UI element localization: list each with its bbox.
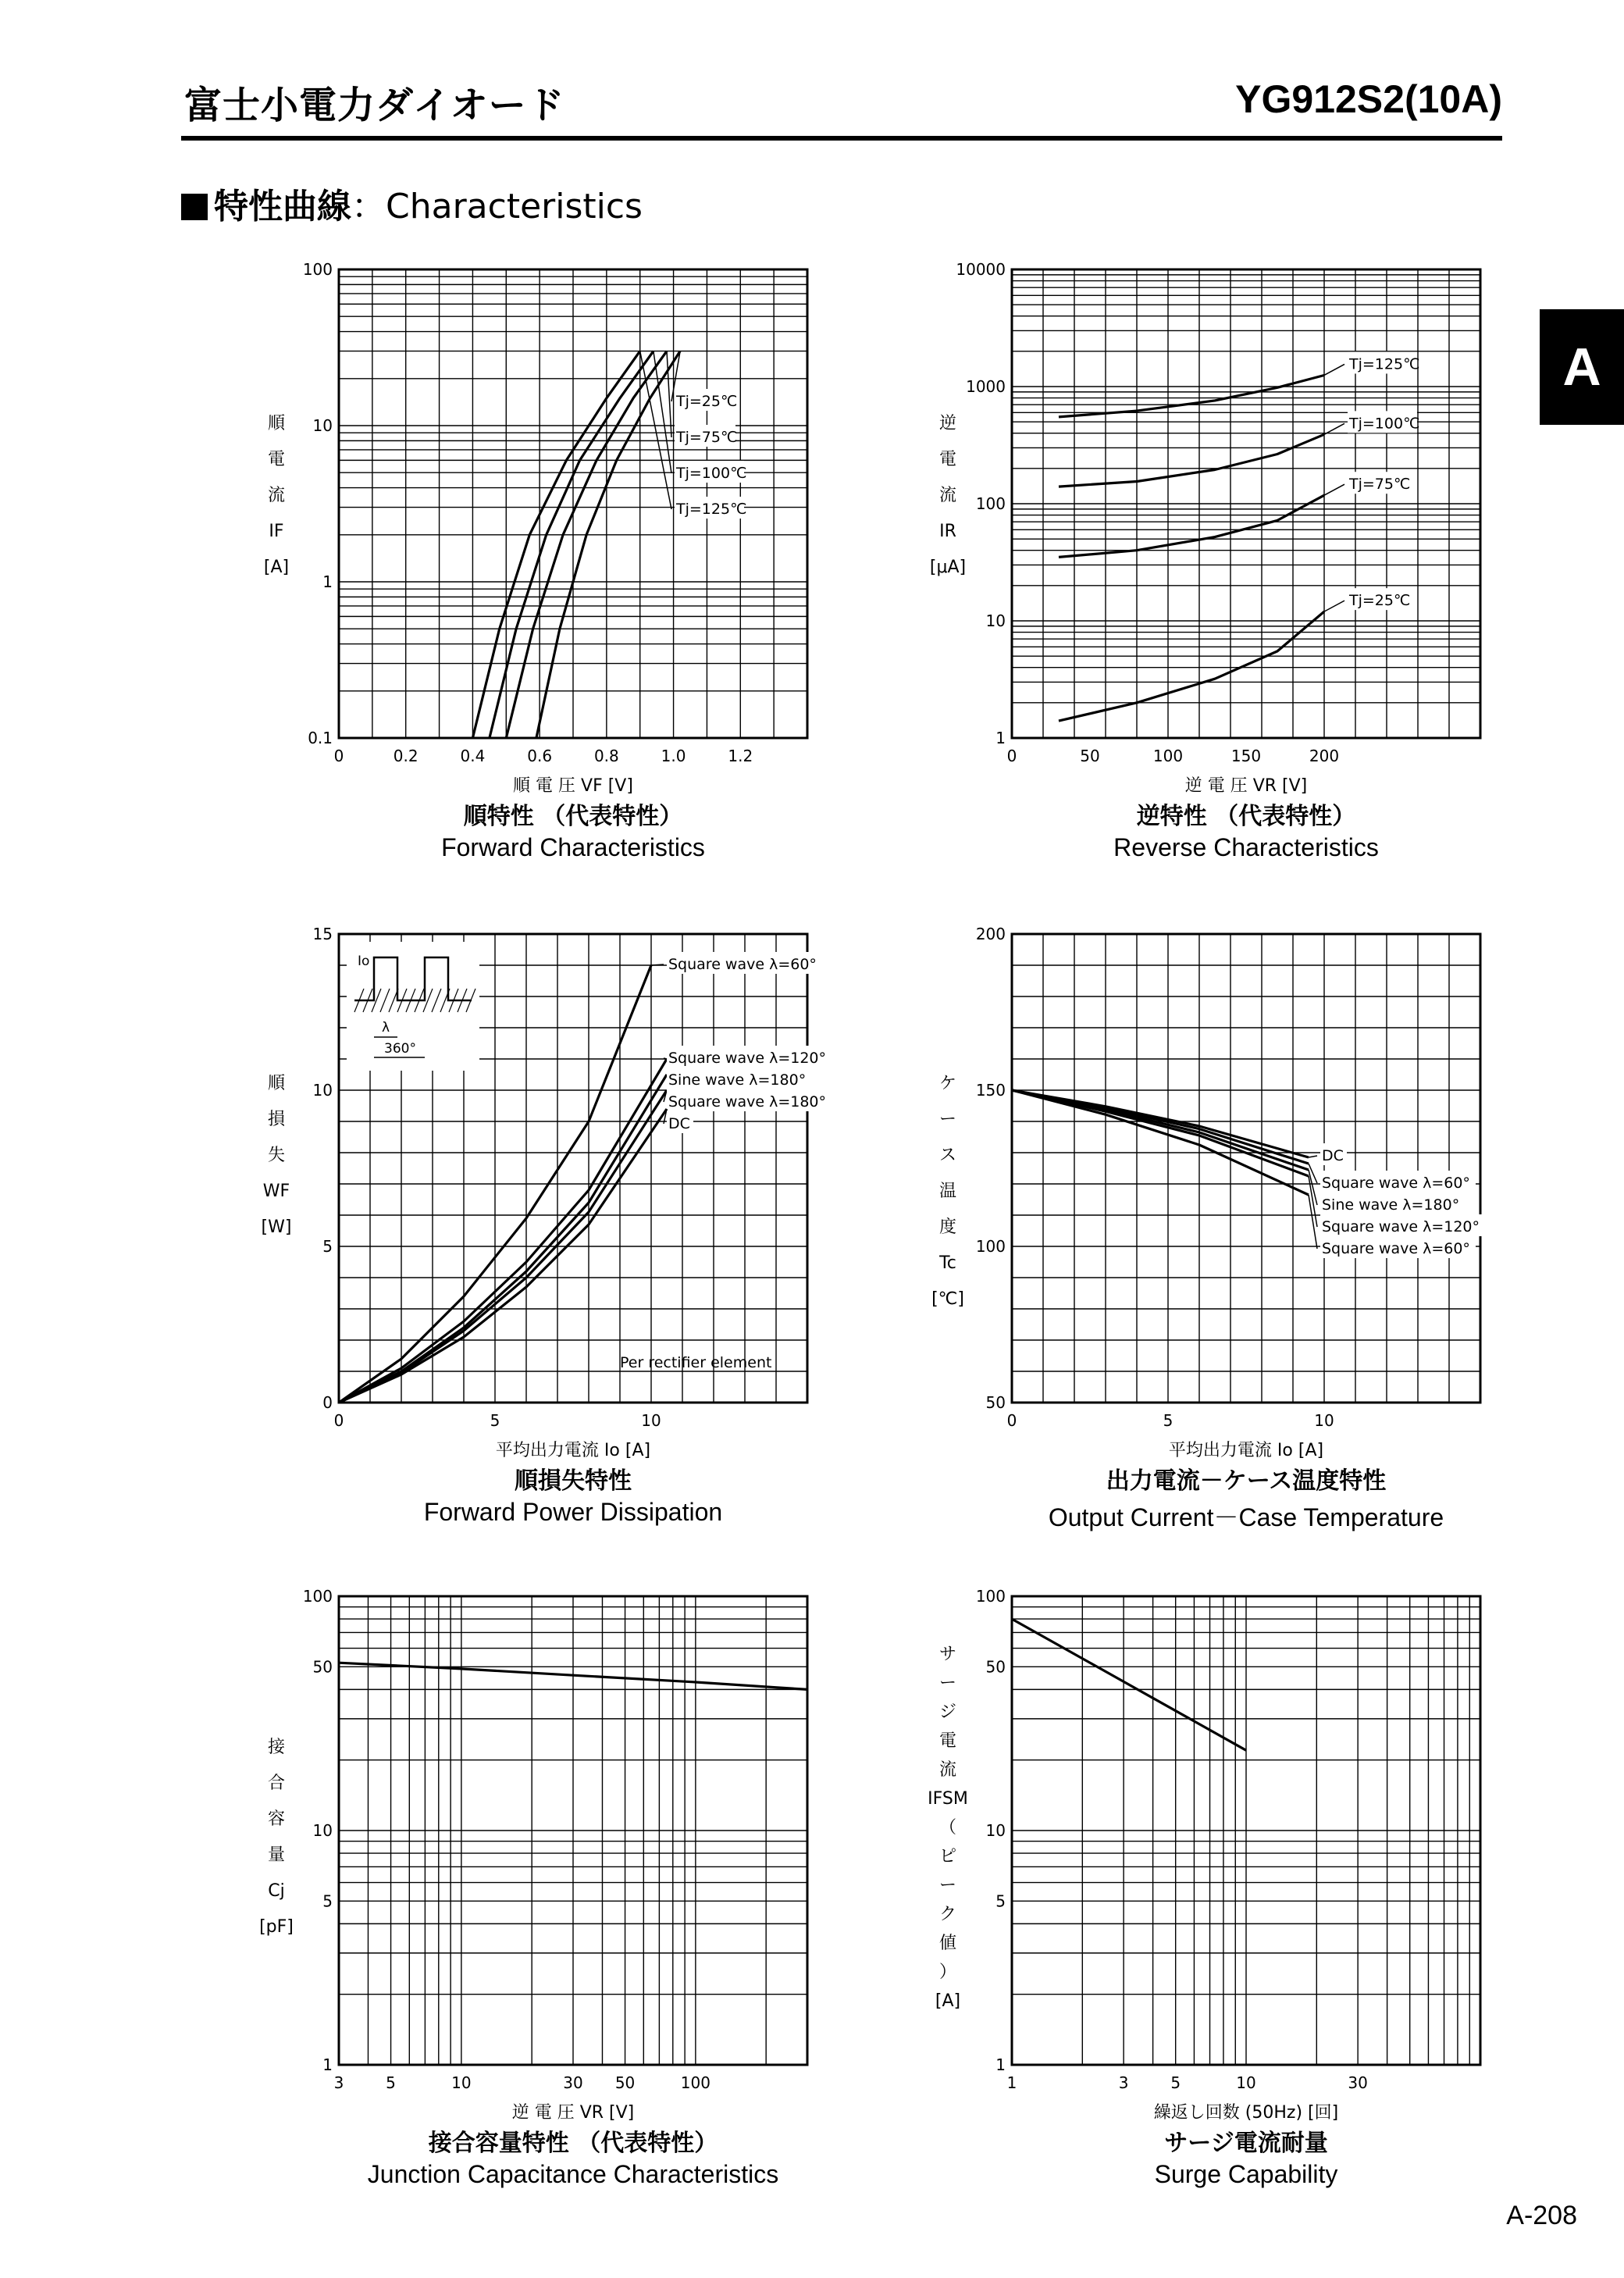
ylabel-part: 順 — [267, 1074, 285, 1093]
x-tick-label: 0.4 — [460, 747, 486, 765]
y-tick-label: 10 — [985, 1821, 1006, 1840]
y-tick-label: 10000 — [956, 260, 1006, 279]
x-tick-label: 30 — [563, 2073, 583, 2092]
y-tick-label: 1 — [322, 572, 333, 591]
series-line — [1059, 434, 1324, 487]
series-label: Square wave λ=60° — [1322, 1240, 1470, 1257]
series-leader-line — [651, 964, 664, 965]
ylabel-part: [W] — [261, 1217, 292, 1237]
ylabel-part: [A] — [935, 1991, 961, 2011]
gridlines — [1012, 269, 1480, 738]
series-line — [1059, 376, 1324, 417]
x-tick-label: 0 — [1006, 747, 1017, 765]
chart-forward-power-dissipation — [312, 925, 827, 1460]
section-title-jp: 特性曲線 — [214, 187, 351, 226]
inset-io-label: Io — [358, 954, 370, 969]
chart-reverse-svg — [956, 260, 1480, 796]
ylabel-part: 温 — [938, 1182, 956, 1201]
x-tick-label: 30 — [1348, 2073, 1368, 2092]
y-tick-label: 1 — [995, 2055, 1006, 2074]
y-tick-label: 1 — [995, 729, 1006, 747]
ylabel-part: Cj — [268, 1881, 285, 1901]
series-leader-line — [664, 1058, 667, 1059]
chart-forward-characteristics — [302, 260, 807, 796]
ylabel-part: 容 — [267, 1809, 285, 1829]
ylabel-part: ー — [938, 1876, 956, 1895]
x-axis-label: 逆 電 圧 VR [V] — [511, 2103, 635, 2123]
series-label: Tj=125℃ — [676, 501, 747, 518]
ylabel-part: サ — [938, 1645, 956, 1664]
ylabel-part: 流 — [267, 486, 285, 505]
x-tick-label: 0.6 — [527, 747, 553, 765]
title-case-temp: 出力電流－ケース温度特性 — [1106, 1467, 1387, 1495]
ylabel-part: IF — [269, 522, 284, 541]
x-tick-label: 0 — [333, 747, 344, 765]
series-leader-line — [640, 351, 671, 509]
series-line — [1059, 611, 1324, 721]
series-label: Square wave λ=120° — [1322, 1218, 1480, 1235]
ylabel-reverse — [924, 406, 971, 586]
ylabel-part: 値 — [938, 1934, 956, 1953]
ylabel-part: ピ — [938, 1847, 956, 1866]
ylabel-part: 度 — [938, 1217, 956, 1237]
ylabel-part: 順 — [267, 414, 285, 433]
y-tick-label: 50 — [312, 1657, 333, 1677]
x-tick-label: 10 — [641, 1411, 661, 1430]
y-tick-label: 5 — [995, 1891, 1006, 1911]
ylabel-part: 損 — [267, 1110, 285, 1129]
x-tick-label: 10 — [1236, 2073, 1256, 2092]
x-tick-label: 5 — [1163, 1411, 1173, 1430]
ylabel-part: IR — [939, 522, 956, 541]
title-surge: サージ電流耐量 — [1164, 2130, 1328, 2157]
subtitle-power: Forward Power Dissipation — [423, 1498, 723, 1526]
series-label: Tj=75℃ — [1349, 476, 1411, 494]
plot-frame — [1012, 934, 1480, 1403]
gridlines — [1012, 934, 1480, 1403]
x-tick-label: 1 — [1006, 2073, 1017, 2092]
section-separator: ： — [351, 187, 386, 226]
product-family-title: 富士小電力ダイオード — [184, 84, 565, 127]
title-forward: 順特性 （代表特性） — [463, 803, 683, 830]
ylabel-part: 接 — [267, 1738, 285, 1757]
ylabel-part: 失 — [267, 1146, 285, 1165]
chart-power-svg — [312, 925, 827, 1460]
chart-capacitance-svg — [302, 1587, 807, 2123]
x-tick-label: 150 — [1230, 747, 1262, 765]
title-capacitance: 接合容量特性 （代表特性） — [428, 2130, 718, 2157]
series-leader-line — [1324, 364, 1344, 375]
subtitle-surge: Surge Capability — [1154, 2160, 1338, 2188]
x-tick-label: 0 — [333, 1411, 344, 1430]
ylabel-part: ） — [938, 1963, 956, 1982]
title-reverse: 逆特性 （代表特性） — [1136, 803, 1356, 830]
y-tick-label: 100 — [302, 1587, 333, 1606]
ylabel-part: ス — [938, 1146, 956, 1165]
x-tick-label: 100 — [1152, 747, 1184, 765]
chart-surge-capability — [975, 1587, 1480, 2123]
series-label: Tj=75℃ — [676, 429, 738, 446]
x-tick-label: 3 — [1118, 2073, 1129, 2092]
y-tick-label: 100 — [975, 1587, 1006, 1606]
x-tick-label: 200 — [1309, 747, 1340, 765]
y-tick-label: 5 — [322, 1237, 333, 1256]
y-tick-label: 10 — [312, 1821, 333, 1840]
series-label: Tj=100℃ — [676, 465, 747, 482]
chart-reverse-characteristics — [956, 260, 1480, 796]
y-tick-label: 50 — [985, 1657, 1006, 1677]
title-power: 順損失特性 — [515, 1467, 632, 1495]
ylabel-part: ー — [938, 1110, 956, 1129]
inset-period-label: 360° — [384, 1041, 416, 1057]
x-axis-label: 繰返し回数 (50Hz) [回] — [1153, 2103, 1339, 2123]
ylabel-forward — [253, 406, 300, 586]
x-tick-label: 3 — [333, 2073, 344, 2092]
ylabel-part: 電 — [938, 1731, 956, 1751]
series-label: DC — [668, 1115, 690, 1132]
series-line — [1012, 1090, 1309, 1195]
y-tick-label: 50 — [985, 1393, 1006, 1412]
series-label: Square wave λ=60° — [1322, 1175, 1470, 1192]
chart-output-current-case-temperature — [975, 925, 1480, 1460]
series-label: Tj=25℃ — [1349, 592, 1411, 610]
x-axis-label: 逆 電 圧 VR [V] — [1184, 776, 1308, 796]
y-tick-label: 100 — [975, 1237, 1006, 1256]
series-line — [490, 351, 654, 738]
ylabel-part: 電 — [938, 450, 956, 469]
ylabel-part: 流 — [938, 1760, 956, 1780]
ylabel-part: IFSM — [928, 1789, 968, 1809]
series-label: Square wave λ=180° — [668, 1093, 827, 1110]
series-label: DC — [1322, 1147, 1344, 1164]
series-line — [536, 351, 680, 738]
inset-lambda-label: λ — [382, 1020, 390, 1036]
series-leader-line — [1324, 601, 1344, 611]
square-bullet-icon — [181, 194, 208, 220]
y-tick-label: 0.1 — [308, 729, 333, 747]
y-tick-label: 0 — [322, 1393, 333, 1412]
x-tick-label: 0.8 — [593, 747, 619, 765]
ylabel-surge — [924, 1640, 971, 2016]
ylabel-part: WF — [262, 1182, 290, 1201]
series-line — [1059, 495, 1324, 557]
ylabel-part: 流 — [938, 486, 956, 505]
y-tick-label: 5 — [322, 1891, 333, 1911]
series-label: Tj=25℃ — [676, 393, 738, 410]
subtitle-capacitance: Junction Capacitance Characteristics — [367, 2160, 779, 2188]
x-tick-label: 1.2 — [728, 747, 753, 765]
series-label: Sine wave λ=180° — [668, 1071, 807, 1089]
series-leader-line — [1324, 484, 1344, 495]
y-tick-label: 100 — [975, 494, 1006, 513]
x-tick-label: 0 — [1006, 1411, 1017, 1430]
series-label: Tj=125℃ — [1349, 355, 1420, 373]
ylabel-part: ー — [938, 1674, 956, 1693]
ylabel-capacitance — [253, 1730, 300, 1945]
y-tick-label: 10 — [985, 611, 1006, 630]
subtitle-reverse: Reverse Characteristics — [1113, 833, 1379, 861]
ylabel-part: ケ — [938, 1074, 956, 1093]
x-tick-label: 1.0 — [661, 747, 686, 765]
ylabel-part: [A] — [263, 558, 290, 577]
series-leader-line — [1309, 1156, 1317, 1157]
series-line — [1012, 1619, 1246, 1750]
y-tick-label: 1 — [322, 2055, 333, 2074]
header-rule — [181, 136, 1502, 141]
y-tick-label: 150 — [975, 1081, 1006, 1100]
ylabel-part: Tc — [939, 1253, 956, 1273]
ylabel-part: 電 — [267, 450, 285, 469]
chart-junction-capacitance — [302, 1587, 807, 2123]
x-tick-label: 100 — [680, 2073, 710, 2092]
series-label: Square wave λ=120° — [668, 1050, 827, 1067]
ylabel-part: ク — [938, 1905, 956, 1924]
x-axis-label: 順 電 圧 VF [V] — [513, 776, 633, 796]
ylabel-part: 量 — [267, 1845, 285, 1865]
section-tab-a: A — [1540, 309, 1624, 425]
series-label: Sine wave λ=180° — [1322, 1196, 1460, 1214]
series-line — [472, 351, 639, 738]
x-tick-label: 10 — [1314, 1411, 1334, 1430]
x-tick-label: 10 — [451, 2073, 472, 2092]
ylabel-case-temp — [924, 1066, 971, 1317]
y-tick-label: 200 — [975, 925, 1006, 943]
x-tick-label: 50 — [614, 2073, 636, 2092]
y-tick-label: 10 — [312, 1081, 333, 1100]
series-line — [506, 351, 667, 738]
x-tick-label: 5 — [1170, 2073, 1181, 2092]
chart-forward-svg — [302, 260, 807, 796]
series-line — [339, 1059, 667, 1403]
section-heading — [181, 178, 643, 228]
subtitle-case-temp: Output Current－Case Temperature — [1048, 1503, 1444, 1531]
gridlines — [1012, 1596, 1480, 2065]
y-tick-label: 15 — [312, 925, 333, 943]
x-tick-label: 50 — [1080, 747, 1100, 765]
ylabel-part: [pF] — [259, 1917, 294, 1937]
ylabel-part: （ — [938, 1818, 956, 1838]
ylabel-part: [℃] — [931, 1289, 964, 1309]
x-tick-label: 5 — [386, 2073, 396, 2092]
ylabel-part: 合 — [267, 1774, 285, 1793]
x-tick-label: 5 — [490, 1411, 500, 1430]
series-line — [339, 1075, 667, 1403]
series-label: Tj=100℃ — [1349, 415, 1420, 433]
ylabel-power — [253, 1066, 300, 1246]
page-number: A-208 — [1506, 2201, 1577, 2230]
ylabel-part: ジ — [938, 1702, 956, 1722]
waveform-inset — [347, 942, 479, 1071]
series-label: Square wave λ=60° — [668, 956, 817, 973]
per-element-annotation: Per rectifier element — [620, 1354, 772, 1371]
chart-surge-svg — [975, 1587, 1480, 2123]
x-axis-label: 平均出力電流 Io [A] — [1168, 1441, 1324, 1460]
ylabel-part: [μA] — [929, 558, 967, 577]
part-number: YG912S2(10A) — [1235, 77, 1502, 121]
x-tick-label: 0.2 — [393, 747, 418, 765]
y-tick-label: 10 — [312, 416, 333, 435]
y-tick-label: 100 — [302, 260, 333, 279]
y-tick-label: 1000 — [966, 377, 1006, 396]
subtitle-forward: Forward Characteristics — [441, 833, 705, 861]
ylabel-part: 逆 — [938, 414, 956, 433]
chart-case-temp-svg — [975, 925, 1480, 1460]
x-axis-label: 平均出力電流 Io [A] — [495, 1441, 651, 1460]
section-title-en: Characteristics — [386, 187, 643, 226]
